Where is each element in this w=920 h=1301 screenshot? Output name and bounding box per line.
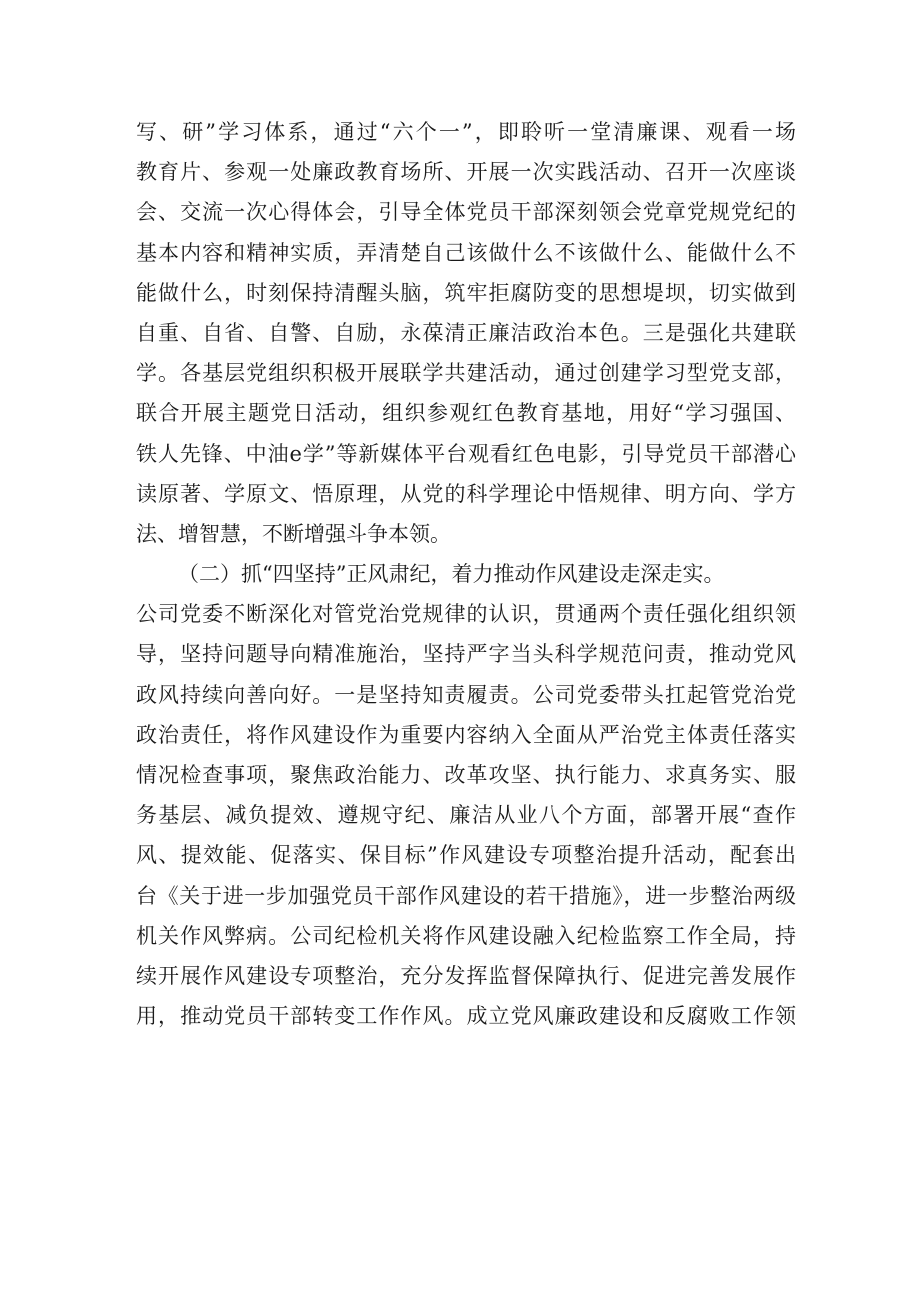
- paragraph-2-line-9: 台《关于进一步加强党员干部作风建设的若干措施》，进一步整治两级: [136, 883, 796, 908]
- paragraph-2-line-3: 导，坚持问题导向精准施治，坚持严字当头科学规范问责，推动党风: [136, 642, 796, 667]
- paragraph-2-line-8: 风、提效能、促落实、保目标”作风建设专项整治提升活动，配套出: [136, 843, 796, 868]
- paragraph-2-line-10: 机关作风弊病。公司纪检机关将作风建设融入纪检监察工作全局，持: [136, 923, 796, 948]
- paragraph-2-line-12: 用，推动党员干部转变工作作风。成立党风廉政建设和反腐败工作领: [136, 1004, 796, 1029]
- paragraph-1-line-3: 会、交流一次心得体会，引导全体党员干部深刻领会党章党规党纪的: [136, 200, 796, 225]
- paragraph-1-line-2: 教育片、参观一处廉政教育场所、开展一次实践活动、召开一次座谈: [136, 160, 796, 185]
- paragraph-1-line-11: 法、增智慧，不断增强斗争本领。: [136, 521, 451, 546]
- paragraph-1-line-4: 基本内容和精神实质，弄清楚自己该做什么不该做什么、能做什么不: [136, 240, 796, 265]
- paragraph-1-line-6: 自重、自省、自警、自励，永葆清正廉洁政治本色。三是强化共建联: [136, 320, 796, 345]
- paragraph-2-line-5: 政治责任，将作风建设作为重要内容纳入全面从严治党主体责任落实: [136, 722, 796, 747]
- paragraph-1-line-5: 能做什么，时刻保持清醒头脑，筑牢拒腐防变的思想堤坝，切实做到: [136, 280, 796, 305]
- section-heading-line: （二）抓“四坚持”正风肃纪，着力推动作风建设走深走实。: [178, 562, 725, 587]
- paragraph-1-line-7: 学。各基层党组织积极开展联学共建活动，通过创建学习型党支部，: [136, 361, 796, 386]
- paragraph-2-line-6: 情况检查事项，聚焦政治能力、改革攻坚、执行能力、求真务实、服: [136, 763, 796, 787]
- paragraph-1-line-1: 写、研”学习体系，通过“六个一”，即聆听一堂清廉课、观看一场: [136, 120, 796, 144]
- paragraph-2-line-7: 务基层、减负提效、遵规守纪、廉洁从业八个方面，部署开展“查作: [136, 803, 796, 828]
- document-body: [136, 112, 796, 1036]
- paragraph-2-line-4: 政风持续向善向好。一是坚持知责履责。公司党委带头扛起管党治党: [136, 682, 796, 707]
- paragraph-2-line-11: 续开展作风建设专项整治，充分发挥监督保障执行、促进完善发展作: [136, 963, 796, 988]
- paragraph-1-line-9: 铁人先锋、中油e学”等新媒体平台观看红色电影，引导党员干部潜心: [136, 441, 796, 466]
- paragraph-1-line-10: 读原著、学原文、悟原理，从党的科学理论中悟规律、明方向、学方: [136, 481, 796, 506]
- paragraph-1-line-8: 联合开展主题党日活动，组织参观红色教育基地，用好“学习强国、: [136, 401, 796, 426]
- paragraph-2-line-2: 公司党委不断深化对管党治党规律的认识，贯通两个责任强化组织领: [136, 602, 796, 627]
